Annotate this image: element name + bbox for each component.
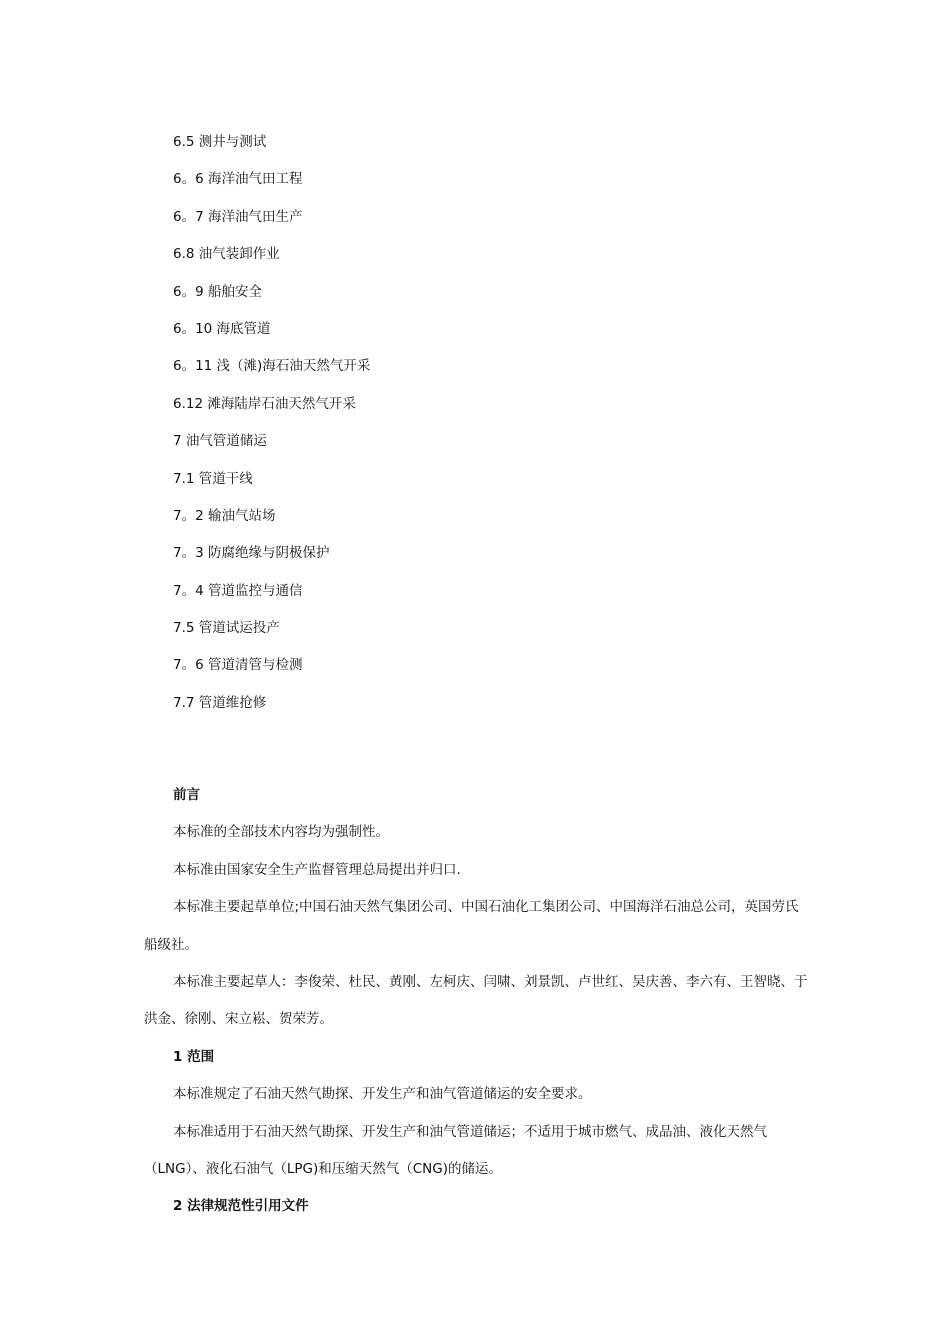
- toc-item: 6。9 船舶安全: [173, 283, 262, 300]
- paragraph: 本标准规定了石油天然气勘探、开发生产和油气管道储运的安全要求。: [173, 1086, 592, 1103]
- toc-item: 7。2 输油气站场: [173, 507, 276, 524]
- toc-item: 7。3 防腐绝缘与阴极保护: [173, 545, 330, 562]
- paragraph: 本标准主要起草单位;中国石油天然气集团公司、中国石油化工集团公司、中国海洋石油总公司，英国劳氏船级社。: [144, 899, 799, 953]
- toc-item: 7。4 管道监控与通信: [173, 582, 303, 599]
- toc-item: 6.8 油气装卸作业: [173, 246, 280, 263]
- toc-item: 7 油气管道储运: [173, 433, 267, 450]
- table-of-contents: [173, 124, 370, 722]
- section-heading-references: 2 法律规范性引用文件: [173, 1198, 309, 1215]
- paragraph: 本标准由国家安全生产监督管理总局提出并归口.: [173, 861, 461, 878]
- toc-item: 7.1 管道干线: [173, 470, 253, 487]
- paragraph: 本标准适用于石油天然气勘探、开发生产和油气管道储运；不适用于城市燃气、成品油、液化天然气（LNG）、液化石油气（LPG)和压缩天然气（CNG)的储运。: [144, 1123, 767, 1178]
- paragraph: 本标准的全部技术内容均为强制性。: [173, 824, 389, 841]
- toc-item: 6.5 测井与测试: [173, 134, 267, 150]
- toc-item: 6。7 海洋油气田生产: [173, 208, 303, 225]
- toc-item: 6。6 海洋油气田工程: [173, 171, 303, 188]
- toc-item: 7.5 管道试运投产: [173, 620, 280, 637]
- toc-item: 7.7 管道维抢修: [173, 694, 267, 711]
- section-heading-scope: 1 范围: [173, 1048, 215, 1065]
- document-body: [144, 777, 809, 1226]
- paragraph: 本标准主要起草人：李俊荣、杜民、黄刚、左柯庆、闫啸、刘景凯、卢世红、吴庆善、李六有、王智晓、于洪金、徐刚、宋立崧、贺荣芳。: [144, 974, 808, 1028]
- toc-item: 6。10 海底管道: [173, 320, 271, 337]
- toc-item: 7。6 管道清管与检测: [173, 657, 303, 674]
- toc-item: 6.12 滩海陆岸石油天然气开采: [173, 395, 356, 412]
- toc-item: 6。11 浅（滩)海石油天然气开采: [173, 358, 371, 375]
- foreword-heading: 前言: [173, 787, 200, 803]
